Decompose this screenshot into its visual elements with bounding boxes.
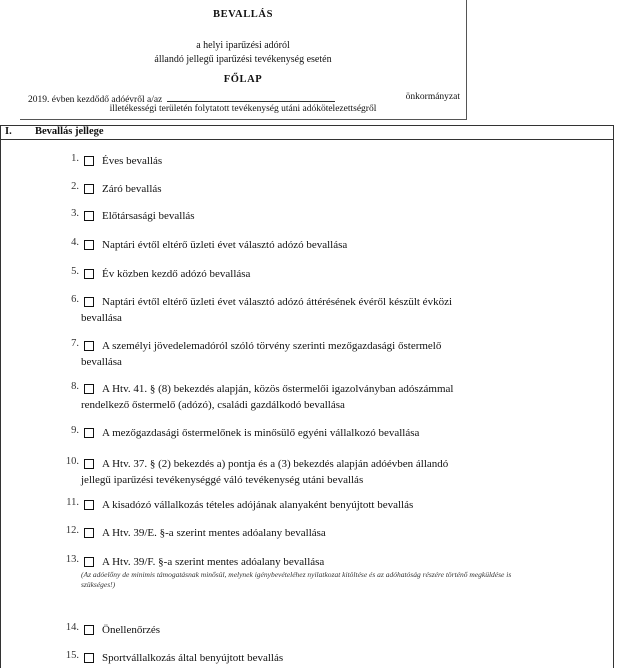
option-checkbox[interactable] (84, 211, 94, 221)
option-number: 9. (71, 425, 79, 436)
option-checkbox[interactable] (84, 297, 94, 307)
option-checkbox[interactable] (84, 269, 94, 279)
option-number: 8. (71, 381, 79, 392)
option-checkbox[interactable] (84, 341, 94, 351)
option-number: 13. (65, 554, 79, 565)
option-label-continued: bevallása (81, 356, 122, 368)
option-checkbox[interactable] (84, 428, 94, 438)
municipality-line-start: 2019. évben kezdődő adóévről a/az (28, 95, 163, 105)
option-number: 1. (71, 153, 79, 164)
option-label: Sportvállalkozás által benyújtott bevallás (102, 652, 284, 664)
option-checkbox[interactable] (84, 653, 94, 663)
option-number: 11. (66, 497, 79, 508)
option-checkbox[interactable] (84, 156, 94, 166)
option-checkbox[interactable] (84, 459, 94, 469)
option-label: Előtársasági bevallás (102, 210, 195, 222)
option-number: 2. (71, 181, 79, 192)
option-checkbox[interactable] (84, 240, 94, 250)
form-subtitle-1: a helyi iparűzési adóról (196, 40, 290, 51)
form-main-sheet-label: FŐLAP (223, 74, 263, 85)
option-checkbox[interactable] (84, 625, 94, 635)
form-header (20, 0, 467, 120)
section-title: Bevallás jellege (35, 126, 104, 137)
form-subtitle-2: állandó jellegű iparűzési tevékenység esetén (154, 54, 332, 65)
section-number: I. (5, 126, 12, 137)
option-label: A Htv. 37. § (2) bekezdés a) pontja és a (3) bekezdés alapján adóévben állandó (102, 458, 449, 470)
option-label: Záró bevallás (102, 183, 162, 195)
option-checkbox[interactable] (84, 184, 94, 194)
option-label-continued: rendelkező őstermelő (adózó), családi gazdálkodó bevallása (81, 399, 345, 411)
option-label: A Htv. 39/E. §-a szerint mentes adóalany bevallása (102, 527, 326, 539)
municipality-line-end: önkormányzat (405, 92, 460, 102)
option-number: 4. (71, 237, 79, 248)
option-label: Önellenőrzés (102, 624, 161, 636)
section-header (1, 126, 613, 140)
jurisdiction-line: illetékességi területén folytatott tevékenység utáni adókötelezettségről (109, 104, 377, 114)
option-label: Év közben kezdő adózó bevallása (102, 268, 251, 280)
option-number: 5. (71, 266, 79, 277)
form-title: BEVALLÁS (212, 9, 274, 20)
option-label: A Htv. 41. § (8) bekezdés alapján, közös őstermelői igazolványban adószámmal (102, 383, 454, 395)
option-label: A kisadózó vállalkozás tételes adójának alanyaként benyújtott bevallás (102, 499, 414, 511)
option-checkbox[interactable] (84, 557, 94, 567)
option-label: A mezőgazdasági őstermelőnek is minősülő egyéni vállalkozó bevallása (102, 427, 420, 439)
option-number: 7. (71, 338, 79, 349)
option-label: A személyi jövedelemadóról szóló törvény szerinti mezőgazdasági őstermelő (102, 340, 442, 352)
option-label-continued: bevallása (81, 312, 122, 324)
option-checkbox[interactable] (84, 500, 94, 510)
option-label: Naptári évtől eltérő üzleti évet választó adózó áttérésének évéről készült évközi (102, 296, 453, 308)
option-label: Éves bevallás (102, 155, 163, 167)
option-label-continued: jellegű iparűzési tevékenységgé váló tevékenység utáni bevallás (81, 474, 364, 486)
option-checkbox[interactable] (84, 384, 94, 394)
option-number: 3. (71, 208, 79, 219)
option-number: 6. (71, 294, 79, 305)
section-declaration-type (0, 125, 614, 668)
option-note: (Az adóelőny de minimis támogatásnak minősül, melynek igénybevételéhez nyilatkozat kitöltése és az adóhatóság részére történő megküldése is szükséges!) (81, 570, 512, 589)
option-label: A Htv. 39/F. §-a szerint mentes adóalany bevallása (102, 556, 325, 568)
option-number: 12. (65, 525, 79, 536)
municipality-name-field[interactable] (167, 92, 335, 102)
option-number: 15. (65, 650, 79, 661)
option-number: 10. (65, 456, 79, 467)
option-checkbox[interactable] (84, 528, 94, 538)
option-number: 14. (65, 622, 79, 633)
option-label: Naptári évtől eltérő üzleti évet választó adózó bevallása (102, 239, 348, 251)
